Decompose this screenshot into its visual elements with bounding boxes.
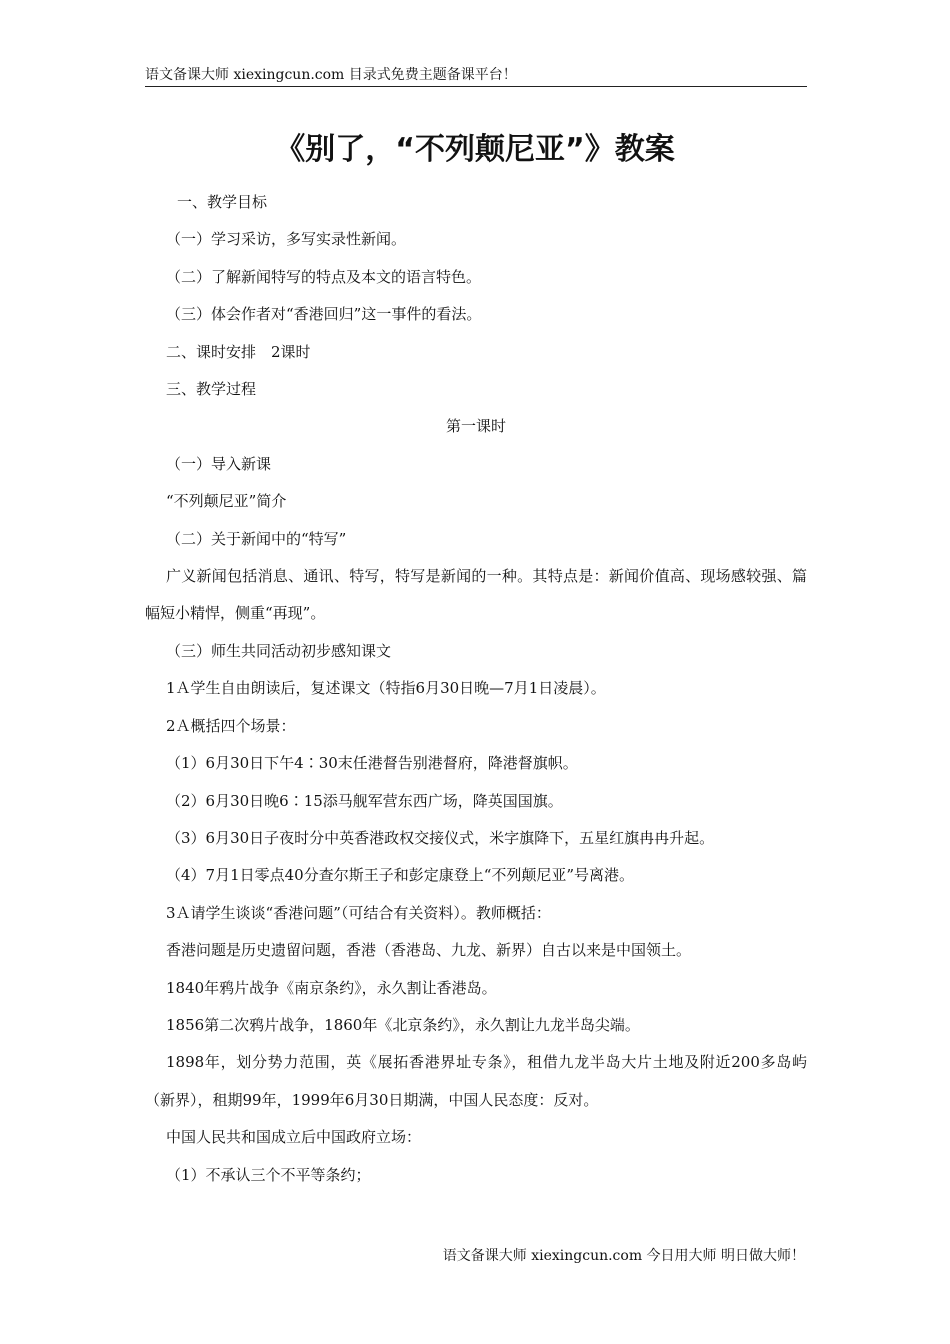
objective-item: （三）体会作者对“香港回归”这一事件的看法。 [166, 305, 482, 324]
history-item: 1840年鸦片战争《南京条约》，永久割让香港岛。 [166, 978, 497, 997]
scene-item: （1）6月30日下午4∶30末任港督告别港督府，降港督旗帜。 [166, 754, 578, 773]
history-item: 1856第二次鸦片战争，1860年《北京条约》，永久割让九龙半岛尖端。 [166, 1015, 640, 1034]
body-paragraph: 香港问题是历史遗留问题，香港（香港岛、九龙、新界）自古以来是中国领土。 [166, 941, 692, 960]
body-paragraph: “不列颠尼亚”简介 [166, 492, 287, 511]
page-footer [443, 1247, 805, 1265]
section-heading-objectives: 一、教学目标 [177, 193, 268, 211]
header-text: 语文备课大师 xiexingcun.com 目录式免费主题备课平台！ [145, 67, 517, 83]
document-title: 《别了，“不列颠尼亚”》教案 [275, 132, 675, 167]
body-paragraph: （三）师生共同活动初步感知课文 [166, 641, 392, 660]
scene-item: （2）6月30日晚6∶15添马舰军营东西广场，降英国国旗。 [166, 791, 563, 810]
page-header [145, 66, 807, 87]
objective-item: （一）学习采访，多写实录性新闻。 [166, 230, 407, 249]
body-paragraph: （一）导入新课 [166, 454, 272, 473]
objective-item: （二）了解新闻特写的特点及本文的语言特色。 [166, 267, 482, 286]
document-body [145, 184, 807, 1194]
position-item: （1）不承认三个不平等条约； [166, 1165, 371, 1184]
scene-item: （3）6月30日子夜时分中英香港政权交接仪式，米字旗降下，五星红旗冉冉升起。 [166, 828, 715, 847]
footer-text: 语文备课大师 xiexingcun.com 今日用大师 明日做大师！ [442, 1248, 805, 1264]
body-paragraph: 2Ａ概括四个场景： [166, 716, 296, 735]
section-heading-process: 三、教学过程 [166, 380, 257, 399]
body-paragraph: 1Ａ学生自由朗读后，复述课文（特指6月30日晚—7月1日凌晨）。 [166, 679, 606, 698]
scene-item: （4）7月1日零点40分查尔斯王子和彭定康登上“不列颠尼亚”号离港。 [166, 866, 635, 885]
body-paragraph: 广义新闻包括消息、通讯、特写，特写是新闻的一种。其特点是：新闻价值高、现场感较强、篇幅短小精悍，侧重“再现”。 [145, 567, 807, 623]
section-heading-schedule: 二、课时安排 2课时 [166, 342, 311, 361]
history-item: 1898年，划分势力范围，英《展拓香港界址专条》，租借九龙半岛大片土地及附近200多岛屿（新界），租期99年，1999年6月30日期满，中国人民态度：反对。 [145, 1053, 807, 1109]
body-paragraph: 3Ａ请学生谈谈“香港问题”（可结合有关资料）。教师概括： [166, 903, 551, 922]
lesson-subtitle: 第一课时 [445, 417, 506, 436]
body-paragraph: 中国人民共和国成立后中国政府立场： [166, 1128, 422, 1147]
body-paragraph: （二）关于新闻中的“特写” [166, 529, 347, 548]
